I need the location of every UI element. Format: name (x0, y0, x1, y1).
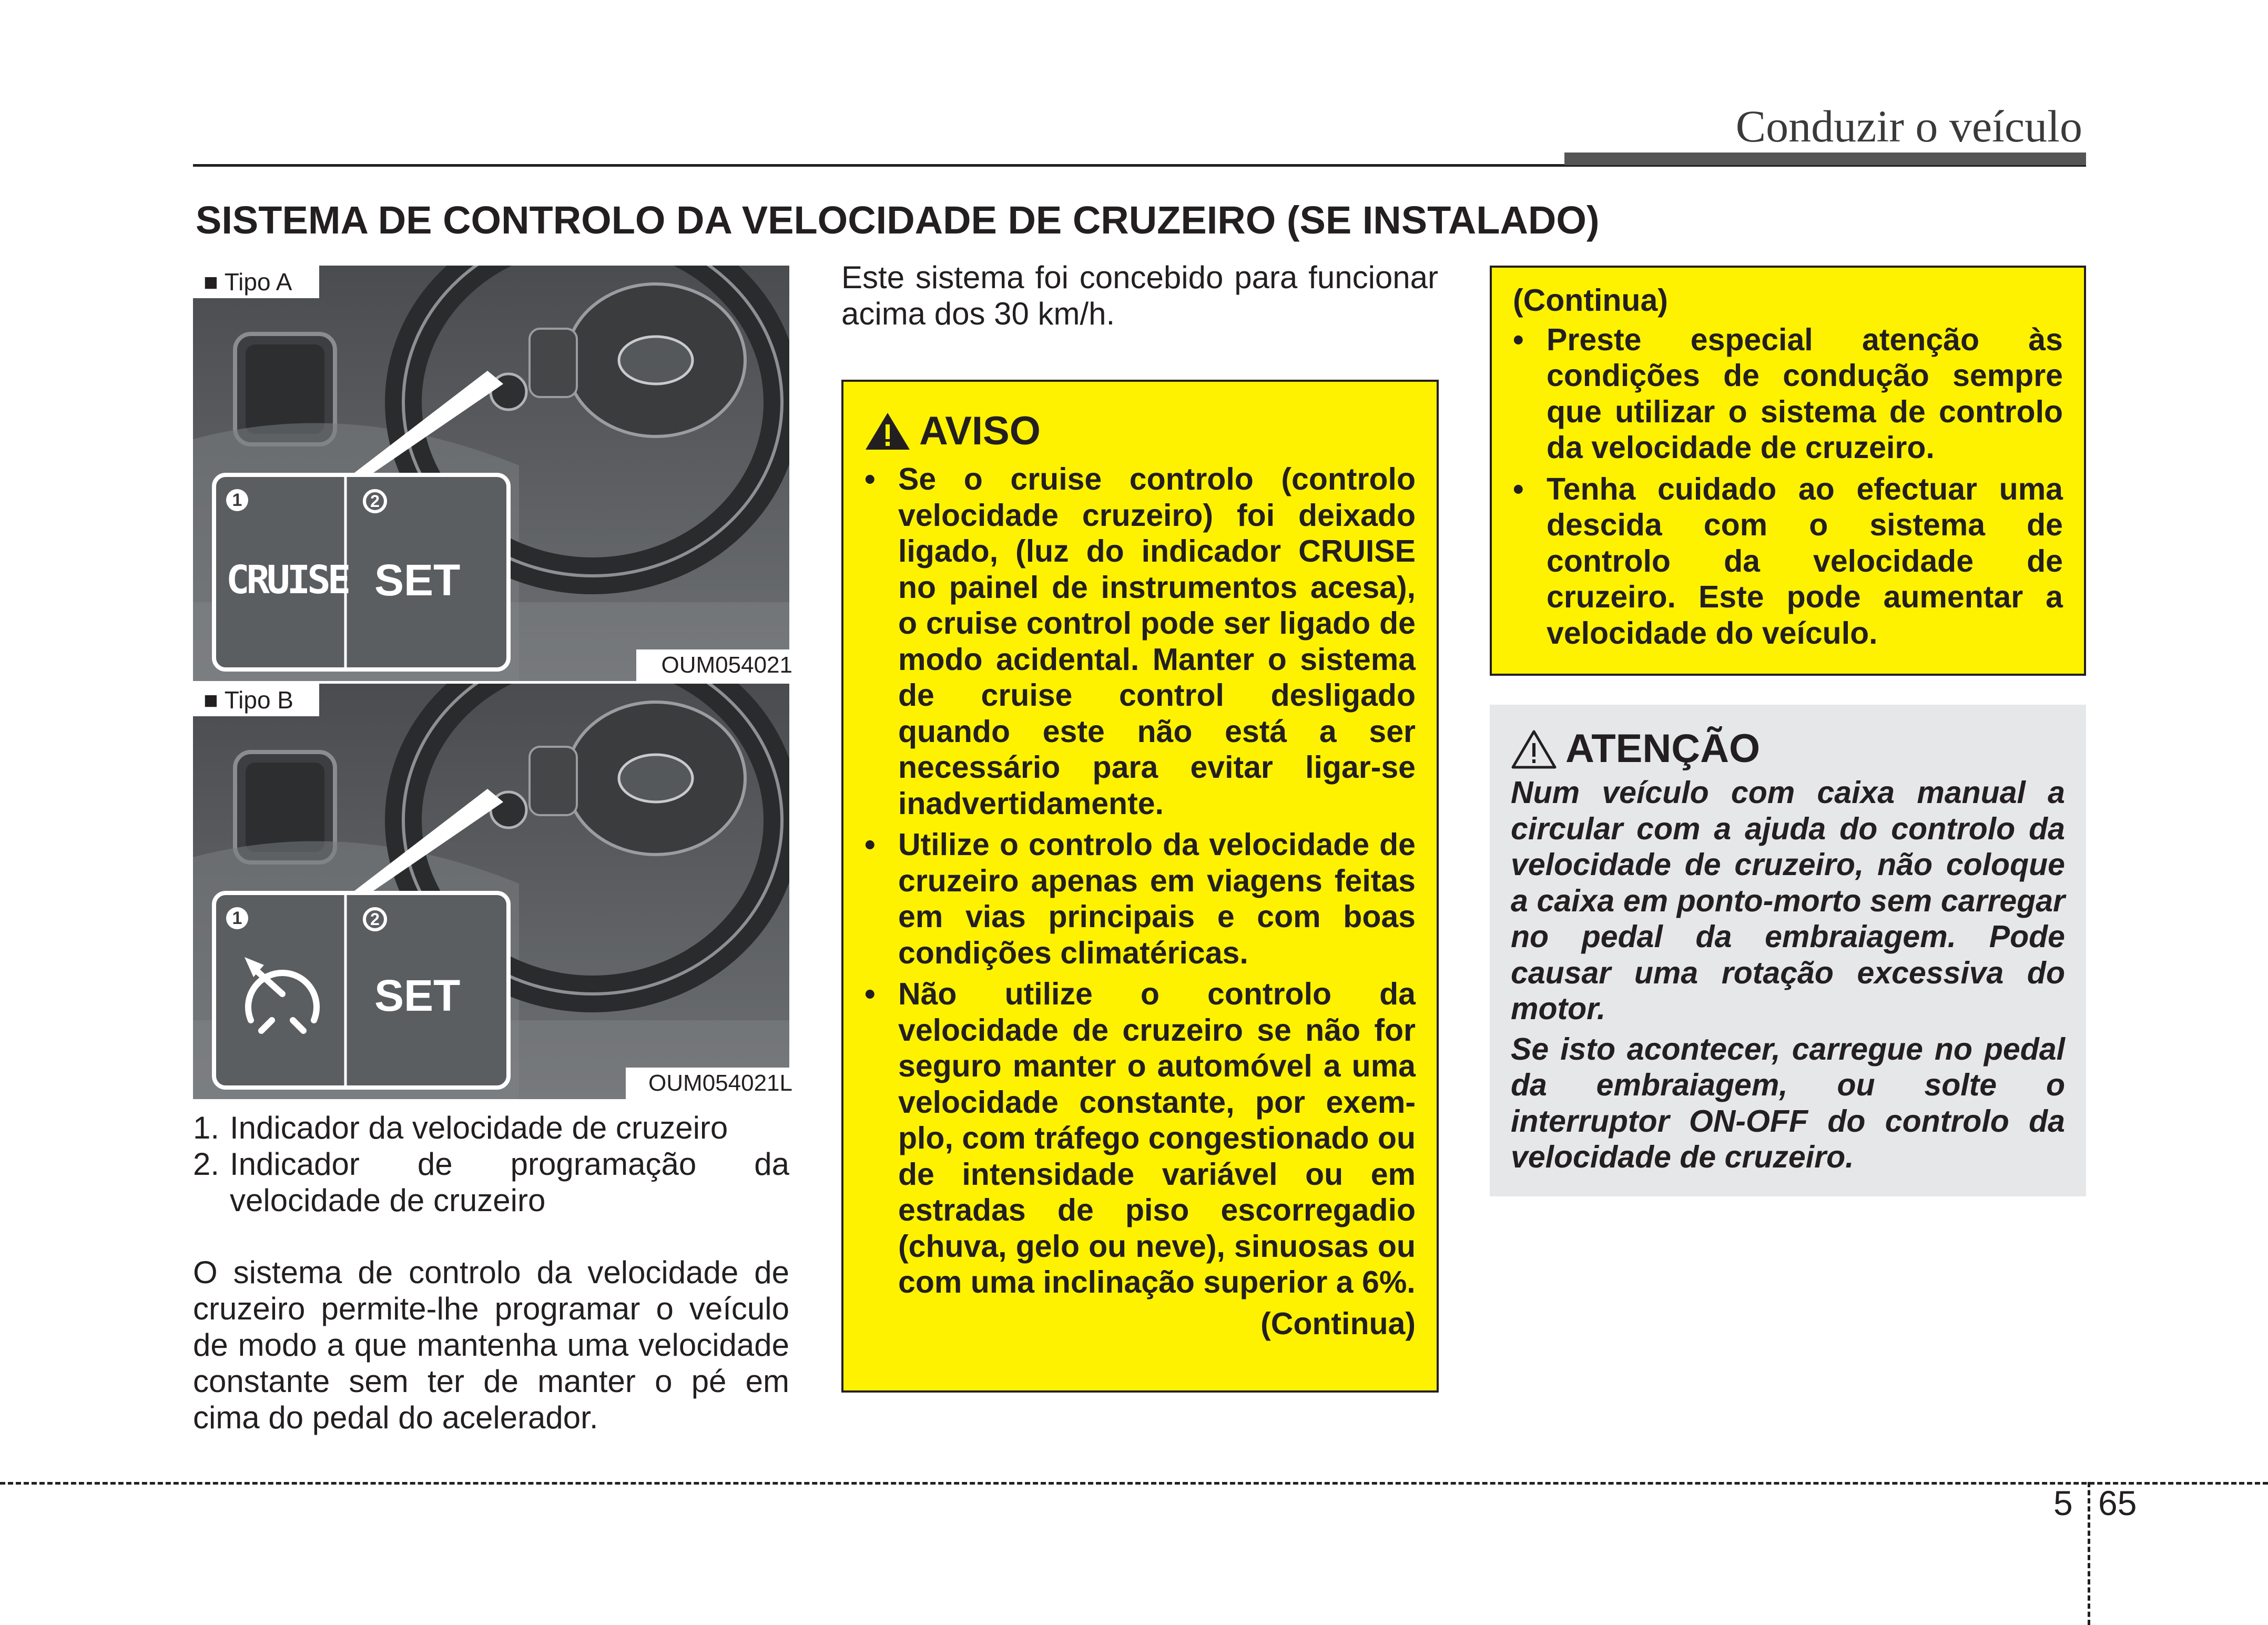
continued-list (1513, 322, 2063, 652)
footer-rule (0, 1482, 2268, 1485)
aviso-header (865, 408, 1416, 454)
number-1-a: 1 (232, 490, 242, 510)
atencao-header (1511, 726, 2065, 771)
figure-a-tag: ■ Tipo A (193, 266, 319, 298)
cruise-label: CRUISE (226, 557, 348, 603)
page-title: SISTEMA DE CONTROLO DA VELOCIDADE DE CRUZEIRO (SE INSTALADO) (196, 198, 1600, 242)
number-1-b: 1 (232, 908, 242, 928)
figure-a-photo (193, 266, 789, 681)
aviso-continued-box (1490, 266, 2086, 676)
aviso-list (865, 461, 1416, 1342)
legend-item: 2. Indicador de programação da velocidade de cruzeiro (193, 1146, 789, 1218)
number-2-b: 2 (370, 910, 380, 929)
legend-item: 1. Indicador da velocidade de cruzeiro (193, 1110, 728, 1145)
aviso-bullet: • Se o cruise controlo (controlo velocidade cruzeiro) foi deixado ligado, (luz do indicador CRUISE no painel de instrumentos acesa), o cruise control pode ser ligado de modo acidental. Manter o sistema de cruise control desligado quando este não está a ser necessário para evitar ligar-se inadvertidamente. (865, 462, 1416, 821)
number-2-a: 2 (370, 492, 380, 511)
caution-icon (1511, 728, 1557, 769)
atencao-text (1511, 775, 2065, 1175)
square-icon: ■ (204, 268, 218, 296)
aviso-continua: (Continua) (1260, 1306, 1416, 1341)
figure-a-code: OUM054021 (636, 649, 796, 681)
set-label-a: SET (374, 555, 461, 605)
header-rule-accent (1564, 153, 2086, 165)
intro-paragraph: O sistema de controlo da velocidade de cruzeiro permite-lhe programar o veículo de modo a que mantenha uma velocidade constante sem ter de manter o pé em cima do pedal do acelerador. (193, 1255, 789, 1435)
chapter-number: 5 (2053, 1484, 2073, 1522)
warning-icon (865, 411, 911, 452)
page-number: 65 (2098, 1484, 2137, 1522)
atencao-paragraph: Num veículo com caixa manual a circular com a ajuda do controlo da velocidade de cruzeiro, não coloque a caixa em ponto-morto sem carregar no pedal da embraiagem. Pode causar uma rotação excessiva do motor. (1511, 775, 2065, 1026)
figure-b-photo (193, 684, 789, 1099)
atencao-box (1490, 705, 2086, 1196)
atencao-paragraph: Se isto acontecer, carregue no pedal da embraiagem, ou solte o interruptor ON-OFF do controlo da velocidade de cruzeiro. (1511, 1031, 2065, 1174)
indicator-panel-b (214, 893, 508, 1088)
continued-bullet: • Preste especial atenção às condições de condução sempre que utilizar o sistema de controlo da velocidade de cruzeiro. (1513, 322, 2063, 465)
aviso-bullet: • Não utilize o controlo da velocidade de cruzeiro se não for seguro manter o automóvel a uma velocidade constante, por exem-plo, com tráfego congestionado ou de intensidade variável ou em estradas de piso escorregadio (chuva, gelo ou neve), sinuosas ou com uma inclinação superior a 6%. (865, 977, 1416, 1299)
atencao-title: ATENÇÃO (1565, 726, 1761, 771)
figure-b-code: OUM054021L (626, 1068, 796, 1099)
square-icon: ■ (204, 686, 218, 714)
speed-paragraph: Este sistema foi concebido para funcionar acima dos 30 km/h. (841, 260, 1438, 331)
aviso-bullet: • Utilize o controlo da velocidade de cruzeiro apenas em viagens feitas em vias principais e com boas condições climatéricas. (865, 827, 1416, 970)
continued-heading: (Continua) (1513, 283, 1668, 318)
figure-b-tag: ■ Tipo B (193, 684, 319, 716)
aviso-title: AVISO (919, 409, 1041, 453)
figure-legend (193, 1110, 789, 1218)
aviso-box (841, 380, 1439, 1393)
continued-bullet: • Tenha cuidado ao efectuar uma descida com o sistema de controlo da velocidade de cruzeiro. Este pode aumentar a velocidade do veículo. (1513, 471, 2063, 651)
section-title: Conduzir o veículo (1735, 101, 2082, 151)
set-label-b: SET (374, 971, 461, 1020)
footer-divider (2088, 1482, 2090, 1625)
